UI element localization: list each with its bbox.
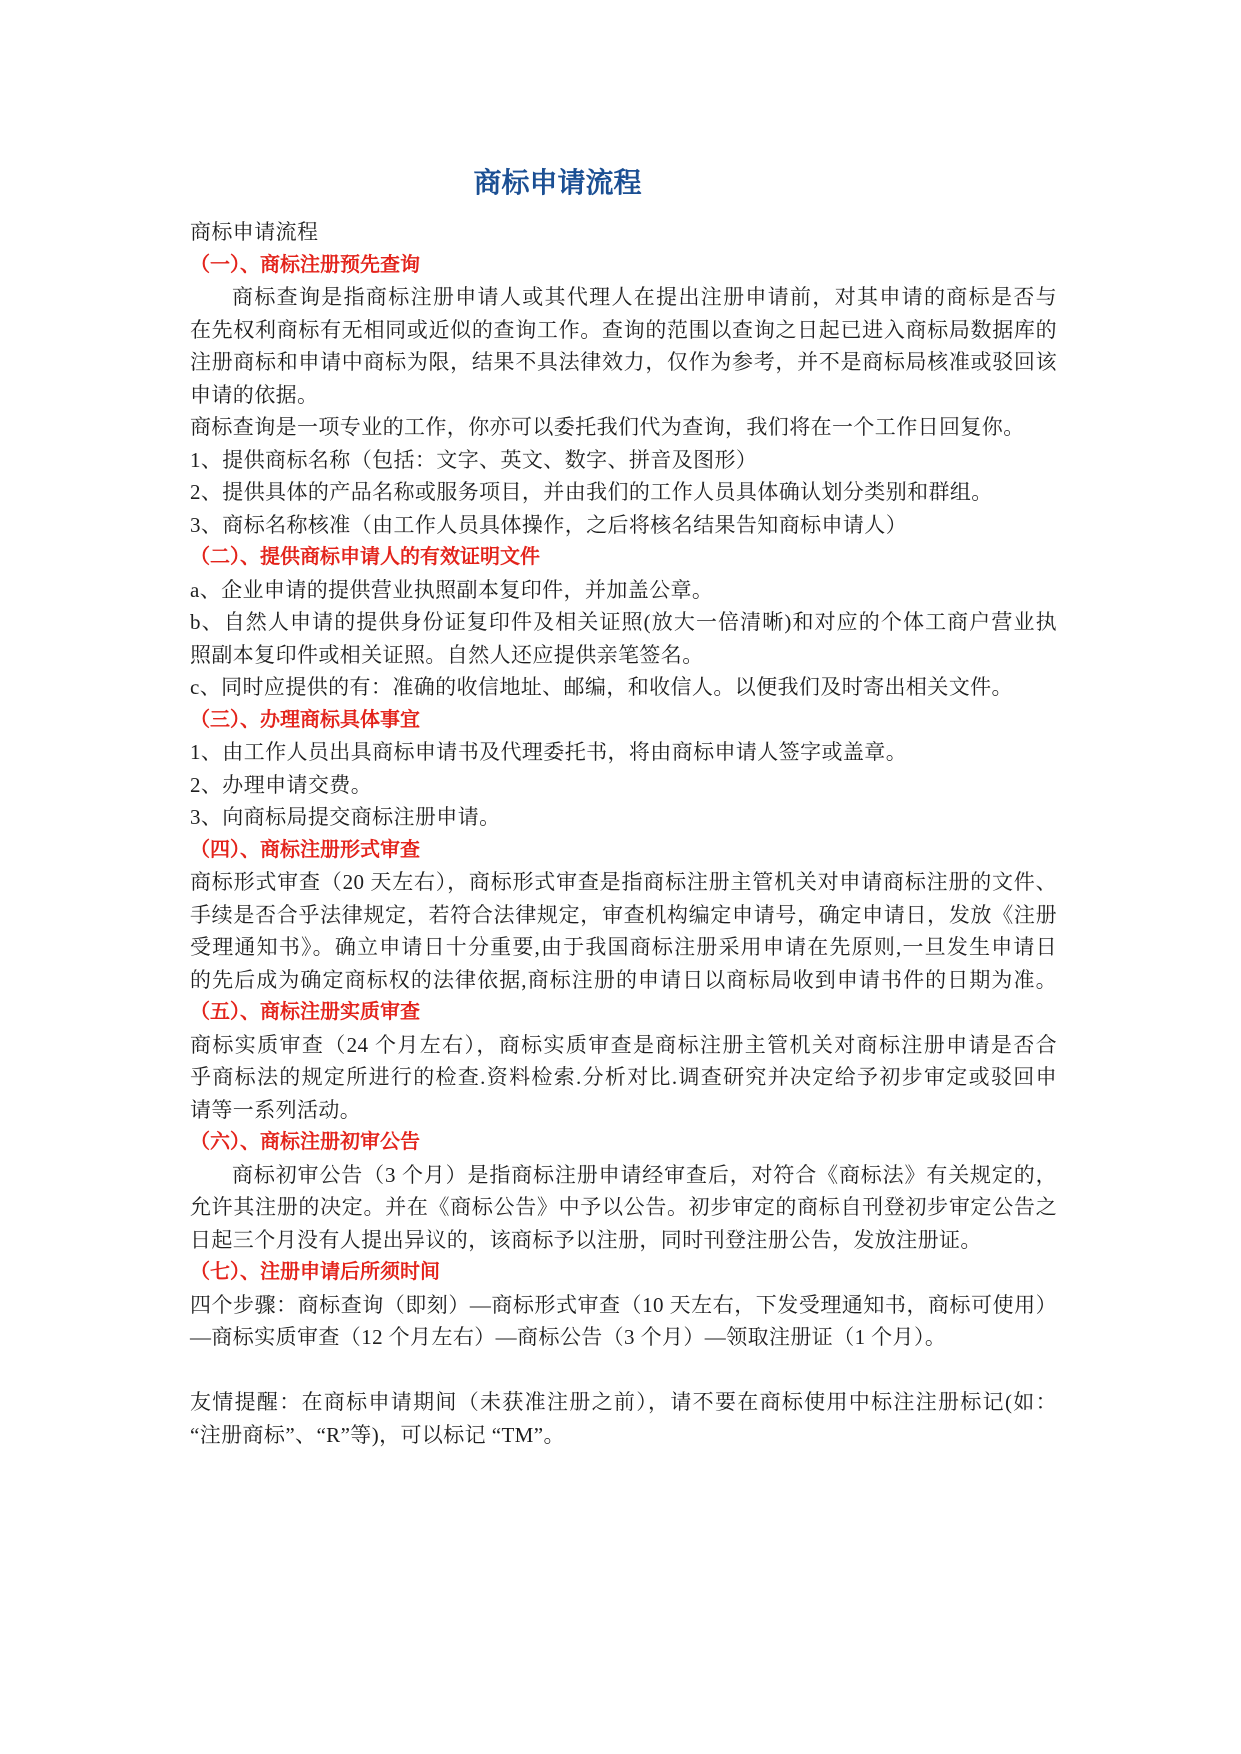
paragraph-line: 注册商标和申请中商标为限，结果不具法律效力，仅作为参考，并不是商标局核准或驳回该 xyxy=(190,350,1057,374)
section-2 xyxy=(190,541,1057,704)
paragraph-line: 乎商标法的规定所进行的检查.资料检索.分析对比.调查研究并决定给予初步审定或驳回申 xyxy=(190,1065,1057,1089)
paragraph-line: 日起三个月没有人提出异议的，该商标予以注册，同时刊登注册公告，发放注册证。 xyxy=(190,1227,982,1252)
paragraph-line: 在先权利商标有无相同或近似的查询工作。查询的范围以查询之日起已进入商标局数据库的 xyxy=(190,317,1057,342)
section-5 xyxy=(190,996,1057,1126)
document-subtitle: 商标申请流程 xyxy=(190,220,319,244)
list-item: 1、由工作人员出具商标申请书及代理委托书，将由商标申请人签字或盖章。 xyxy=(190,740,908,764)
section-heading: （六）、商标注册初审公告 xyxy=(190,1131,420,1153)
paragraph-line: 请等一系列活动。 xyxy=(190,1097,362,1122)
paragraph-line: 照副本复印件或相关证照。自然人还应提供亲笔签名。 xyxy=(190,642,704,667)
paragraph-line: 商标初审公告（3 个月）是指商标注册申请经审查后，对符合《商标法》有关规定的， xyxy=(232,1162,1057,1187)
section-heading: （七）、注册申请后所须时间 xyxy=(190,1261,440,1283)
paragraph-line: 商标查询是指商标注册申请人或其代理人在提出注册申请前，对其申请的商标是否与 xyxy=(232,285,1057,309)
section-6 xyxy=(190,1126,1057,1256)
section-3 xyxy=(190,704,1057,834)
spacer xyxy=(190,1354,1057,1387)
section-7 xyxy=(190,1256,1057,1354)
paragraph-line: 商标形式审查（20 天左右），商标形式审查是指商标注册主管机关对申请商标注册的文件、 xyxy=(190,870,1057,894)
section-heading: （五）、商标注册实质审查 xyxy=(190,1001,420,1023)
section-heading: （三）、办理商标具体事宜 xyxy=(190,708,420,731)
section-heading: （一）、商标注册预先查询 xyxy=(190,253,420,276)
list-item: 2、提供具体的产品名称或服务项目，并由我们的工作人员具体确认划分类别和群组。 xyxy=(190,480,993,504)
document-title: 商标申请流程 xyxy=(473,167,642,198)
list-item: c、同时应提供的有：准确的收信地址、邮编，和收信人。以便我们及时寄出相关文件。 xyxy=(190,675,1013,699)
paragraph-line: 允许其注册的决定。并在《商标公告》中予以公告。初步审定的商标自刊登初步审定公告之 xyxy=(190,1195,1057,1219)
paragraph-line: 受理通知书》。确立申请日十分重要,由于我国商标注册采用申请在先原则,一旦发生申请日 xyxy=(190,935,1057,959)
list-item: 2、办理申请交费。 xyxy=(190,772,373,797)
list-item: 1、提供商标名称（包括：文字、英文、数字、拼音及图形） xyxy=(190,447,758,472)
paragraph-line: 四个步骤：商标查询（即刻）—商标形式审查（10 天左右，下发受理通知书，商标可使用） xyxy=(190,1292,1057,1317)
section-4 xyxy=(190,834,1057,997)
list-item: 3、向商标局提交商标注册申请。 xyxy=(190,805,501,829)
list-item: 3、商标名称核准（由工作人员具体操作，之后将核名结果告知商标申请人） xyxy=(190,512,908,537)
paragraph-line: 申请的依据。 xyxy=(190,382,319,407)
paragraph-line: 商标实质审查（24 个月左右），商标实质审查是商标注册主管机关对商标注册申请是否合 xyxy=(190,1032,1057,1057)
paragraph-line: 友情提醒：在商标申请期间（未获准注册之前），请不要在商标使用中标注注册标记(如： xyxy=(190,1390,1057,1414)
list-item: a、企业申请的提供营业执照副本复印件，并加盖公章。 xyxy=(190,577,714,602)
section-heading: （四）、商标注册形式审查 xyxy=(190,838,420,861)
section-1 xyxy=(190,249,1057,542)
document-body xyxy=(190,216,1057,1451)
paragraph-line: —商标实质审查（12 个月左右）—商标公告（3 个月）—领取注册证（1 个月）。 xyxy=(190,1325,947,1349)
list-item: b、自然人申请的提供身份证复印件及相关证照(放大一倍清晰)和对应的个体工商户营业执 xyxy=(190,610,1057,634)
paragraph-line: 商标查询是一项专业的工作，你亦可以委托我们代为查询，我们将在一个工作日回复你。 xyxy=(190,415,1025,439)
paragraph-line: “注册商标”、“R”等)，可以标记 “TM”。 xyxy=(190,1422,565,1447)
paragraph-line: 的先后成为确定商标权的法律依据,商标注册的申请日以商标局收到申请书件的日期为准。 xyxy=(190,967,1057,992)
reminder-note xyxy=(190,1386,1057,1451)
section-heading: （二）、提供商标申请人的有效证明文件 xyxy=(190,546,540,568)
paragraph-line: 手续是否合乎法律规定，若符合法律规定，审查机构编定申请号，确定申请日，发放《注册 xyxy=(190,902,1057,927)
